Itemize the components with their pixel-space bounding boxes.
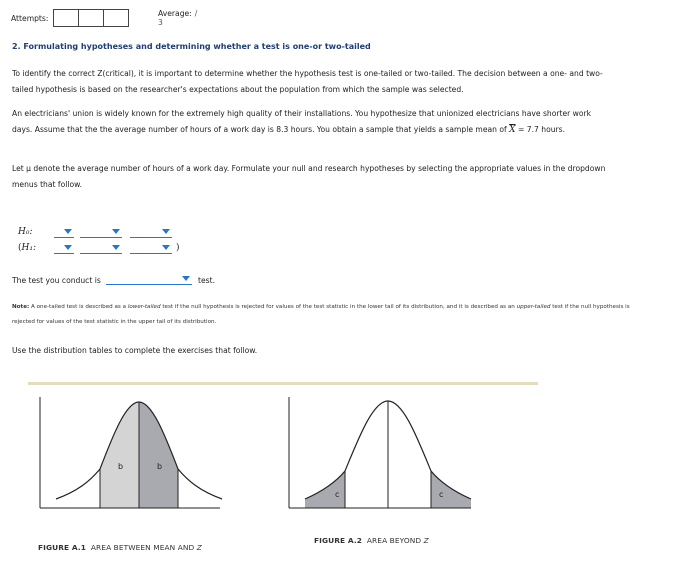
scenario-end: = 7.7 hours. <box>517 124 566 134</box>
right-tail-shade <box>431 471 471 508</box>
xbar-symbol: $\overline{X}$ <box>509 124 516 135</box>
figure-a1-curve <box>38 395 223 515</box>
average <box>158 9 197 27</box>
instruction-paragraph: Let μ denote the average number of hours of a work day. Formulate your null and research hypotheses by selecting the appropriate values in the dropdown menus that follow. <box>12 164 606 189</box>
chevron-down-icon <box>112 229 120 234</box>
test-suffix: test. <box>198 276 215 285</box>
average-label: Average: <box>158 9 192 18</box>
test-type-dropdown[interactable] <box>106 275 192 285</box>
h0-operator-dropdown[interactable] <box>80 228 122 238</box>
figure-a2-number: FIGURE A.2 <box>314 536 362 545</box>
attempts-label: Attempts: <box>11 13 49 23</box>
figure-a2-caption <box>314 536 429 545</box>
chevron-down-icon <box>162 245 170 250</box>
h1-open-paren: ( <box>18 243 22 253</box>
divider <box>28 382 538 385</box>
attempt-box <box>78 9 104 27</box>
note <box>12 300 652 330</box>
average-value: / 3 <box>158 9 198 27</box>
figure-a2-title: AREA BEYOND <box>366 536 422 545</box>
figure-a1-number: FIGURE A.1 <box>38 543 86 552</box>
scenario-paragraph <box>12 106 612 138</box>
chevron-down-icon <box>162 229 170 234</box>
h0-value-dropdown[interactable] <box>130 228 172 238</box>
intro-paragraph: To identify the correct Z(critical), it is important to determine whether the hypothesis test is one-tailed or two-tailed. The decision between a one- and two-tailed hypothesis is based on the researcher's expectations about the population from which the sample was selected. <box>12 69 603 94</box>
area-label-b-left: b <box>118 462 124 471</box>
chevron-down-icon <box>182 276 190 281</box>
area-label-c-right: c <box>439 490 444 499</box>
h1-operator-dropdown[interactable] <box>80 244 122 254</box>
figure-a2-z: Z <box>423 536 429 545</box>
chevron-down-icon <box>64 245 72 250</box>
h1-param-dropdown[interactable] <box>54 244 74 254</box>
h1-label: H₁: <box>21 243 37 253</box>
use-tables-text: Use the distribution tables to complete the exercises that follow. <box>12 346 258 355</box>
h0-param-dropdown[interactable] <box>54 228 74 238</box>
chevron-down-icon <box>112 245 120 250</box>
figure-a1-caption <box>38 543 202 552</box>
note-text-c: test if the null hypothesis is rejected for values of the test statistic in the upper tail of its distribution. <box>12 304 630 325</box>
h1-value-dropdown[interactable] <box>130 244 172 254</box>
area-label-b-right: b <box>157 462 163 471</box>
scenario-text: An electricians' union is widely known for the extremely high quality of their installations. You hypothesize that unionized electricians have shorter work days. Assume that the the average number of hours of a work day is 8.3 hours. You obtain a sample that yields a sample mean of <box>12 109 592 134</box>
figure-a1-title: AREA BETWEEN MEAN AND <box>90 543 195 552</box>
attempts-bar <box>11 8 198 28</box>
note-text-a: A one-tailed test is described as a <box>31 304 127 310</box>
chevron-down-icon <box>64 229 72 234</box>
attempt-box <box>53 9 79 27</box>
figure-a2-curve <box>287 395 472 515</box>
h1-close-paren: ) <box>176 243 180 253</box>
figure-a1-z: Z <box>196 543 202 552</box>
attempt-box <box>103 9 129 27</box>
note-label: Note: <box>12 304 30 310</box>
test-prefix: The test you conduct is <box>12 276 101 285</box>
note-lower-tailed: lower-tailed <box>127 304 161 310</box>
h0-label: H₀: <box>18 227 33 237</box>
area-label-c-left: c <box>335 490 340 499</box>
note-text-b: test if the null hypothesis is rejected for values of the test statistic in the lower tail of its distribution, and it is described as an <box>162 304 515 310</box>
attempt-boxes <box>54 9 129 27</box>
question-title: 2. Formulating hypotheses and determining whether a test is one-or two-tailed <box>12 42 371 51</box>
note-upper-tailed: upper-tailed <box>516 304 551 310</box>
h1-row-label <box>18 243 36 253</box>
